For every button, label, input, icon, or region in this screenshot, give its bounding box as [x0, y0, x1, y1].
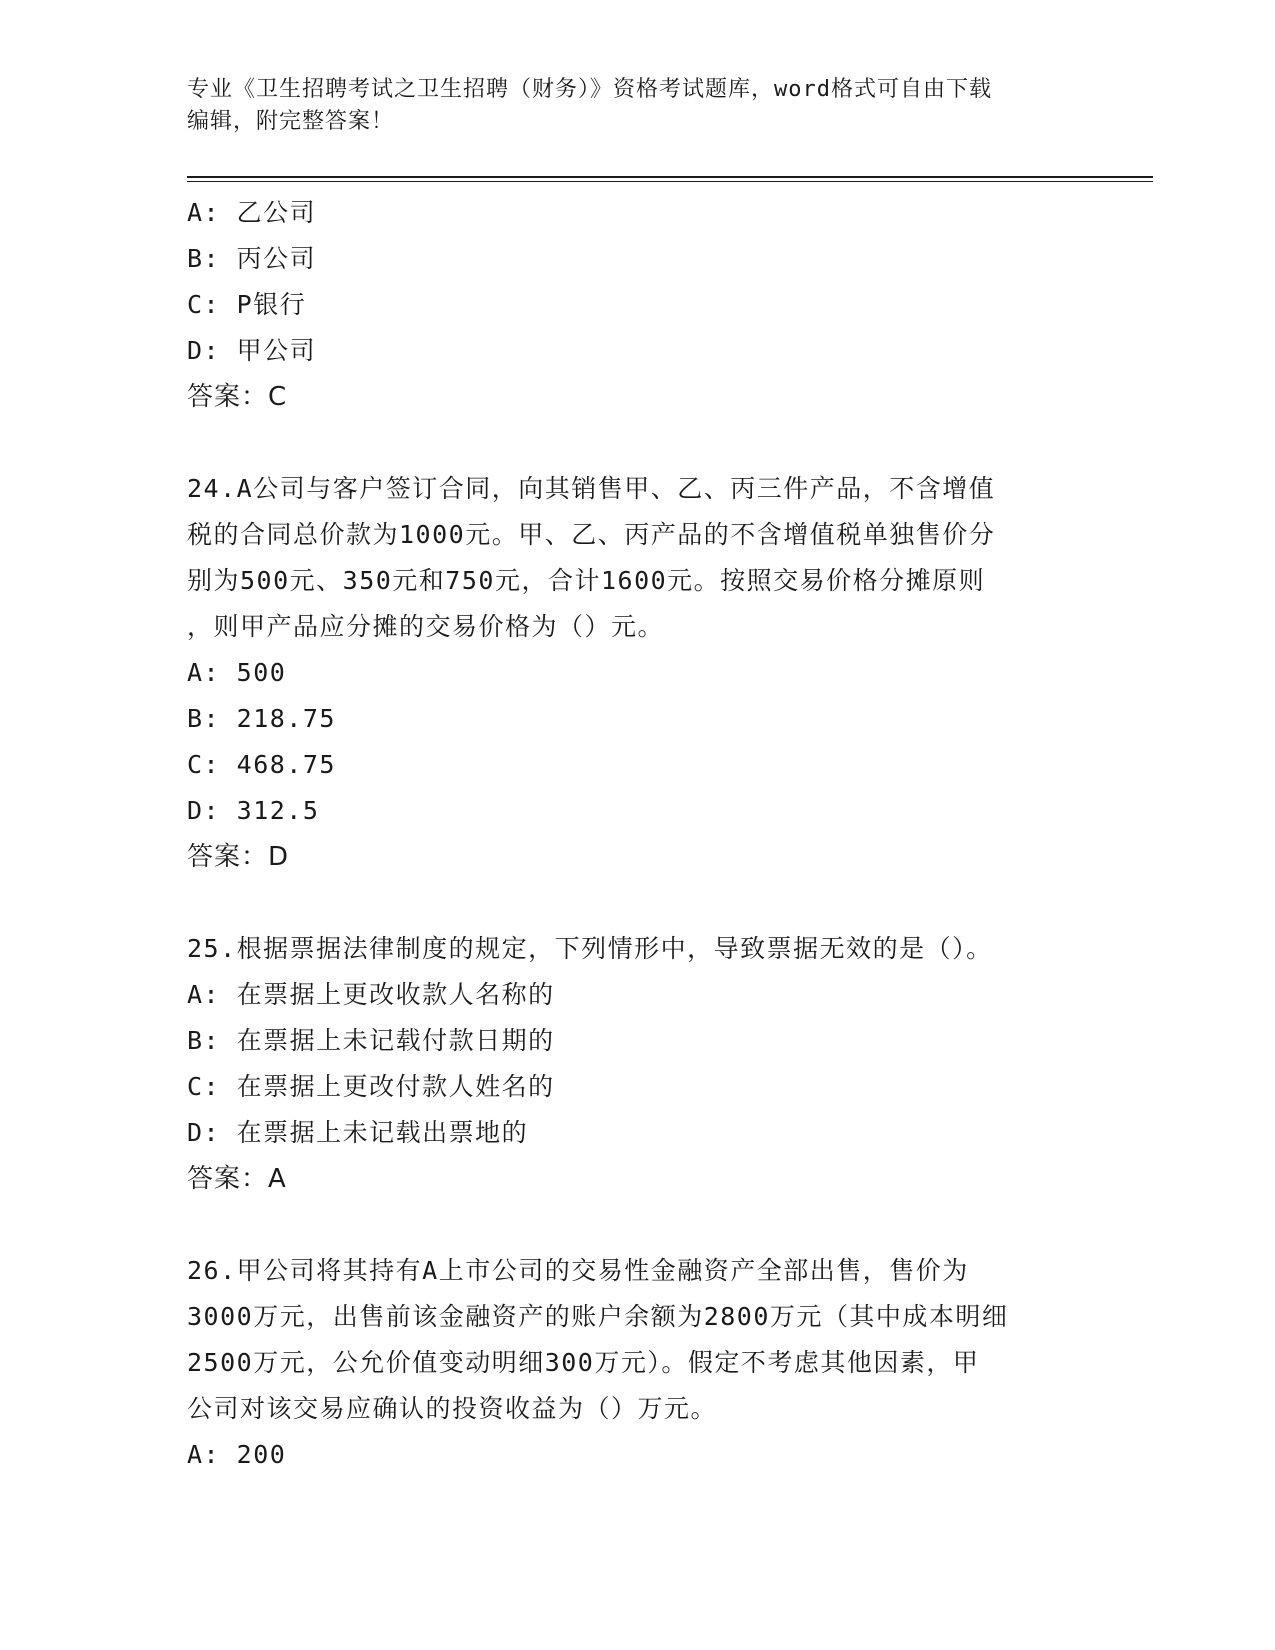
header-line-2: 编辑，附完整答案！ [187, 109, 395, 134]
question-stem-line: ，则甲产品应分摊的交易价格为（）元。 [187, 612, 665, 641]
option-d: D: 在票据上未记载出票地的 [187, 1118, 529, 1147]
option-c: C: 468.75 [187, 750, 336, 779]
question-23 [187, 190, 1087, 420]
question-stem-line: 24.A公司与客户签订合同，向其销售甲、乙、丙三件产品，不含增值 [187, 474, 996, 503]
option-d: D: 甲公司 [187, 336, 317, 365]
answer: 答案：A [187, 1164, 287, 1194]
option-a: A: 在票据上更改收款人名称的 [187, 980, 555, 1009]
option-c: C: P银行 [187, 290, 307, 319]
question-stem-line: 2500万元，公允价值变动明细300万元）。假定不考虑其他因素，甲 [187, 1348, 980, 1377]
option-a: A: 500 [187, 658, 287, 687]
question-24 [187, 466, 1087, 880]
question-stem-line: 3000万元，出售前该金融资产的账户余额为2800万元（其中成本明细 [187, 1302, 1009, 1331]
document-header [187, 74, 1087, 138]
answer: 答案：C [187, 382, 288, 412]
option-d: D: 312.5 [187, 796, 320, 825]
question-list [187, 190, 1087, 1478]
header-divider-bottom [187, 181, 1153, 182]
question-26 [187, 1248, 1087, 1478]
spacer [187, 1202, 1087, 1248]
question-stem-line: 公司对该交易应确认的投资收益为（）万元。 [187, 1394, 718, 1423]
spacer [187, 880, 1087, 926]
option-b: B: 在票据上未记载付款日期的 [187, 1026, 555, 1055]
option-b: B: 丙公司 [187, 244, 317, 273]
option-c: C: 在票据上更改付款人姓名的 [187, 1072, 555, 1101]
option-b: B: 218.75 [187, 704, 336, 733]
question-stem-line: 别为500元、350元和750元，合计1600元。按照交易价格分摊原则 [187, 566, 986, 595]
question-25 [187, 926, 1087, 1202]
question-stem-line: 税的合同总价款为1000元。甲、乙、丙产品的不含增值税单独售价分 [187, 520, 996, 549]
question-stem-line: 25.根据票据法律制度的规定，下列情形中，导致票据无效的是（）。 [187, 934, 993, 963]
option-a: A: 200 [187, 1440, 287, 1469]
question-stem-line: 26.甲公司将其持有A上市公司的交易性金融资产全部出售，售价为 [187, 1256, 969, 1285]
answer: 答案：D [187, 842, 290, 872]
option-a: A: 乙公司 [187, 198, 317, 227]
spacer [187, 420, 1087, 466]
header-divider-top [187, 176, 1153, 178]
header-line-1: 专业《卫生招聘考试之卫生招聘（财务）》资格考试题库，word格式可自由下载 [187, 77, 992, 102]
